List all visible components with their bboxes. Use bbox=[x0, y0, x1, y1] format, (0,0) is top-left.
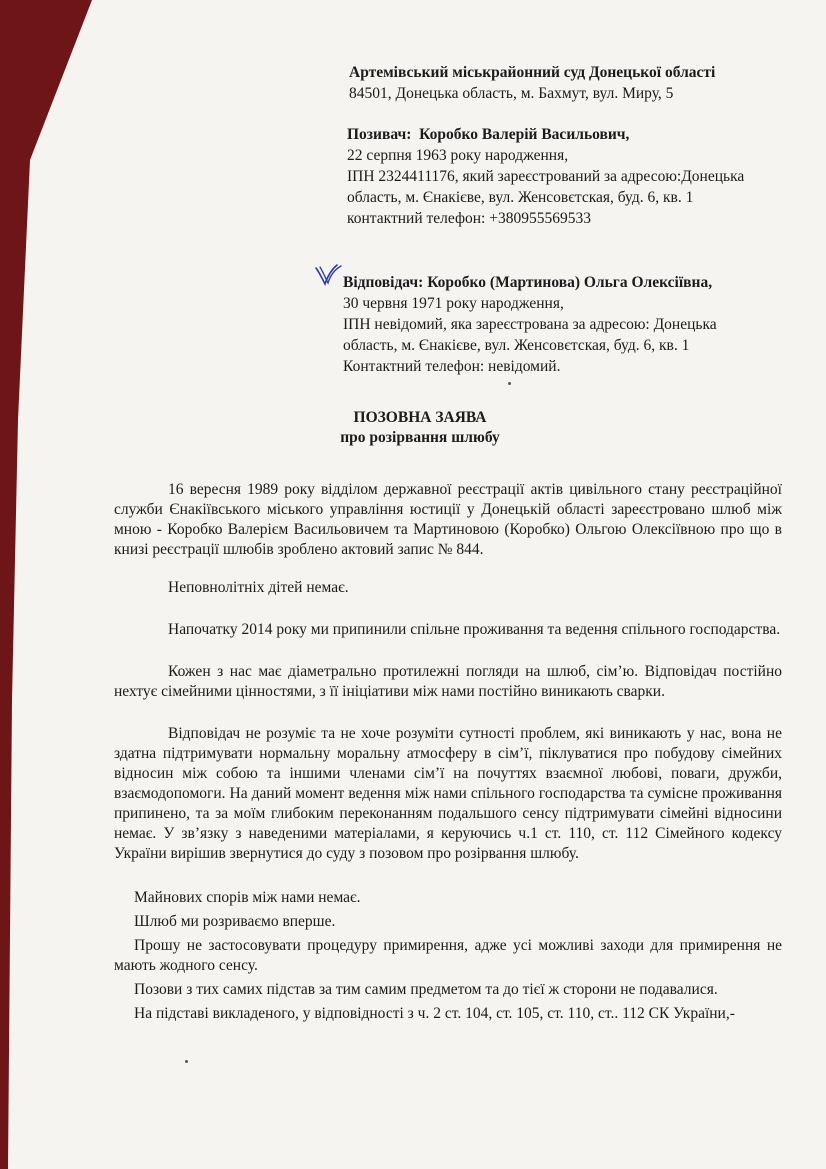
title-sub: про розірвання шлюбу bbox=[340, 429, 500, 446]
plaintiff-block bbox=[347, 124, 744, 229]
plaintiff-label: Позивач: bbox=[347, 126, 412, 143]
defendant-block bbox=[343, 272, 717, 377]
defendant-line: Контактний телефон: невідомий. bbox=[343, 358, 561, 375]
document-body bbox=[114, 480, 782, 1024]
paragraph: Прошу не застосовувати процедуру примирення, адже усі можливі заходи для примирення не мають жодного сенсу. bbox=[114, 937, 782, 974]
scan-speck bbox=[185, 1060, 188, 1063]
plaintiff-line: 22 серпня 1963 року народження, bbox=[347, 147, 569, 164]
plaintiff-line: область, м. Єнакієве, вул. Женсовєтская, буд. 6, кв. 1 bbox=[347, 189, 694, 206]
defendant-line: ІПН невідомий, яка зареєстрована за адресою: Донецька bbox=[343, 316, 717, 333]
defendant-label: Відповідач: bbox=[343, 274, 424, 291]
plaintiff-heading bbox=[347, 124, 744, 145]
plaintiff-name: Коробко Валерій Васильович, bbox=[419, 126, 630, 143]
paragraph: 16 вересня 1989 року відділом державної реєстрації актів цивільного стану реєстраційної служби Єнакіївського міського управління юстиції у Донецькій області зареєстровано шлюб між мною - Коробко Валерієм Васильовичем та Мартиновою (Коробко) Ольгою Олексіївною про що в книзі реєстрації шлюбів зроблено актовий запис № 844. bbox=[114, 481, 782, 558]
defendant-name: Коробко (Мартинова) Ольга Олексіївна, bbox=[427, 274, 713, 291]
paragraph: На підставі викладеного, у відповідності з ч. 2 ст. 104, ст. 105, ст. 110, ст.. 112 СК України,- bbox=[134, 1005, 735, 1022]
court-address: 84501, Донецька область, м. Бахмут, вул. Миру, 5 bbox=[349, 85, 674, 102]
court-name: Артемівський міськрайонний суд Донецької області bbox=[349, 64, 716, 81]
plaintiff-line: контактний телефон: +380955569533 bbox=[347, 210, 591, 227]
paragraph: Напочатку 2014 року ми припинили спільне проживання та ведення спільного господарства. bbox=[168, 621, 781, 638]
court-block bbox=[349, 62, 715, 104]
plaintiff-line: ІПН 2324411176, який зареєстрований за адресою:Донецька bbox=[347, 168, 745, 185]
defendant-heading bbox=[343, 272, 717, 293]
paragraph: Відповідач не розуміє та не хоче розуміти сутності проблем, які виникають у нас, вона не здатна підтримувати нормальну моральну атмосферу в сім’ї, піклуватися про побудову сімейних відносин між собою та іншими членами сім’ї на почуттях взаємної любові, поваги, дружби, взаємодопомоги. На даний момент ведення між нами спільного господарства та сумісне проживання припинено, та за моїм глибоким переконанням подальшого сенсу підтримувати сімейні відносини немає. У зв’язку з наведеними матеріалами, я керуючись ч.1 ст. 110, ст. 112 Сімейного кодексу України вирішив звернутися до суду з позовом про розірвання шлюбу. bbox=[114, 725, 782, 862]
paragraph: Майнових спорів між нами немає. bbox=[134, 889, 361, 906]
title-main: ПОЗОВНА ЗАЯВА bbox=[353, 409, 487, 426]
defendant-line: область, м. Єнакієве, вул. Женсовєтская, буд. 6, кв. 1 bbox=[343, 337, 690, 354]
document-title bbox=[300, 408, 540, 448]
paragraph: Позови з тих самих підстав за тим самим предметом та до тієї ж сторони не подавалися. bbox=[134, 981, 718, 998]
defendant-line: 30 червня 1971 року народження, bbox=[343, 295, 564, 312]
paragraph: Неповнолітніх дітей немає. bbox=[168, 579, 349, 596]
handwritten-check-mark-icon bbox=[313, 262, 347, 288]
paragraph: Кожен з нас має діаметрально протилежні погляди на шлюб, сім’ю. Відповідач постійно нехтує сімейними цінностями, з її ініціативи між нами постійно виникають сварки. bbox=[114, 663, 782, 700]
scan-speck bbox=[508, 382, 511, 385]
binder-edge bbox=[0, 0, 100, 1169]
paragraph: Шлюб ми розриваємо вперше. bbox=[134, 913, 336, 930]
